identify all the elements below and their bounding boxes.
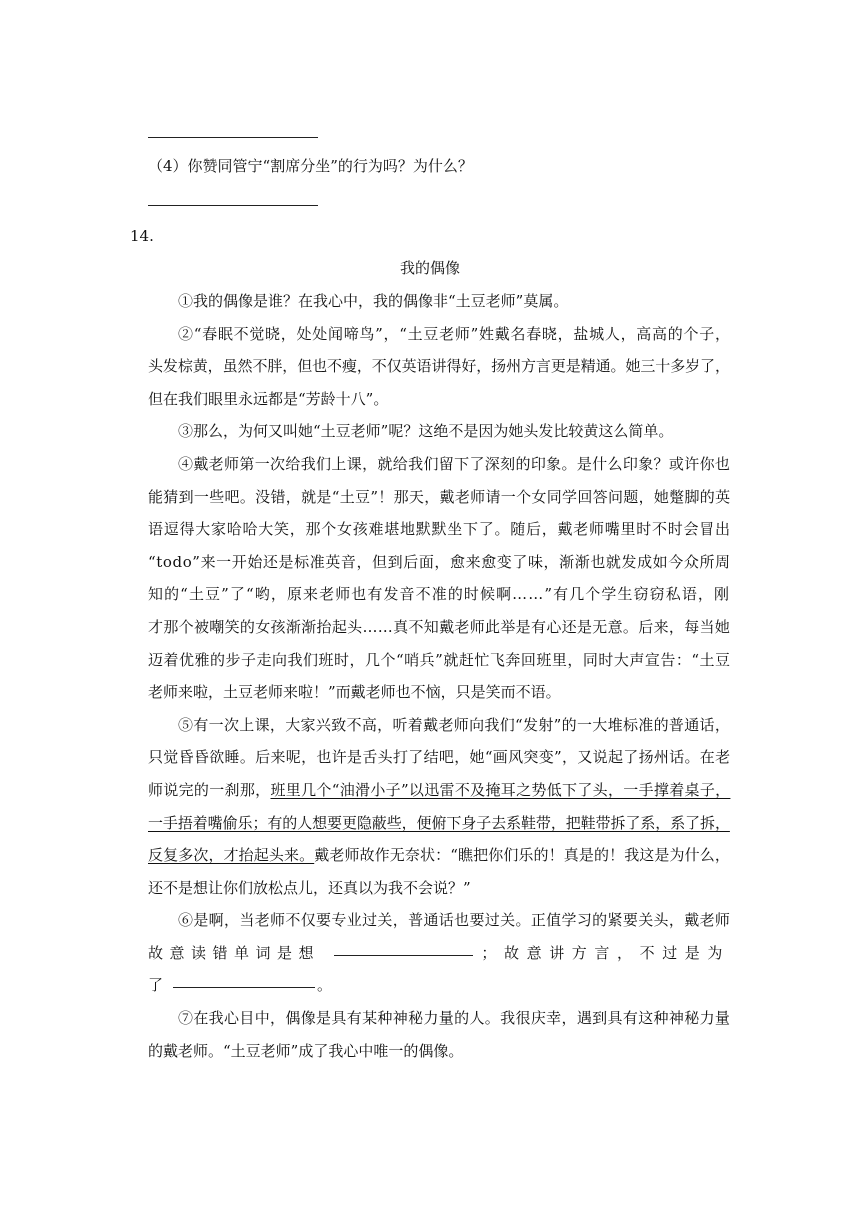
paragraph-7-line-1: ⑦在我心目中，偶像是具有某种神秘力量的人。我很庆幸，遇到具有这种神秘力量 xyxy=(178,1009,731,1028)
article-title: 我的偶像 xyxy=(399,259,460,277)
paragraph-2-line-2: 头发棕黄，虽然不胖，但也不瘦，不仅英语讲得好，扬州方言更是精通。她三十多岁了， xyxy=(148,357,730,376)
answer-line-q13-4[interactable] xyxy=(148,205,318,206)
answer-line-q13-3[interactable] xyxy=(148,137,318,138)
paragraph-4-line-7: 迈着优雅的步子走向我们班时，几个“哨兵”就赶忙飞奔回班里，同时大声宣告：“土豆 xyxy=(148,650,731,669)
paragraph-4-line-3: 语逗得大家哈哈大笑，那个女孩难堪地默默坐下了。随后，戴老师嘴里时不时会冒出 xyxy=(148,520,731,539)
answer-blank-2[interactable] xyxy=(173,969,315,988)
underlined-sentence: 一手捂着嘴偷乐；有的人想要更隐蔽些，便俯下身子去系鞋带，把鞋带拆了系，系了拆， xyxy=(148,813,730,832)
underlined-sentence: 反复多次，才抬起头来。 xyxy=(148,846,315,865)
paragraph-4-line-8: 老师来啦，土豆老师来啦！”而戴老师也不恼，只是笑而不语。 xyxy=(148,683,561,702)
paragraph-7-line-2: 的戴老师。“土豆老师”成了我心中唯一的偶像。 xyxy=(148,1041,464,1060)
paragraph-5-line-4 xyxy=(148,807,730,840)
paragraph-6-line-1: ⑥是啊，当老师不仅要专业过关，普通话也要过关。正值学习的紧要关头，戴老师 xyxy=(178,911,731,930)
paragraph-4-line-4: “todo”来一开始还是标准英音，但到后面，愈来愈变了味，渐渐也就发成如今众所周 xyxy=(148,552,731,571)
paragraph-5-line-3: 师说完的一刹那，班里几个“油滑小子”以迅雷不及掩耳之势低下了头，一手撑着桌子， xyxy=(148,780,731,799)
paragraph-6-line-3: 了 。 xyxy=(148,969,730,1002)
q13-sub4-question: （4）你赞同管宁“割席分坐”的行为吗？为什么？ xyxy=(148,157,473,175)
paragraph-2-line-1: ②“春眠不觉晓，处处闻啼鸟”，“土豆老师”姓戴名春晓，盐城人，高高的个子， xyxy=(178,324,731,343)
paragraph-1: ①我的偶像是谁？在我心中，我的偶像非“土豆老师”莫属。 xyxy=(178,292,569,310)
paragraph-5-line-5: 反复多次，才抬起头来。戴老师故作无奈状：“瞧把你们乐的！真是的！我这是为什么， xyxy=(148,846,730,865)
answer-blank-1[interactable] xyxy=(334,937,473,956)
paragraph-6-line-2: 故意读错单词是想 ；故意讲方言，不过是为 xyxy=(148,937,730,970)
paragraph-5-line-2: 只觉昏昏欲睡。后来呢，也许是舌头打了结吧，她“画风突变”，又说起了扬州话。在老 xyxy=(148,748,731,767)
article-body xyxy=(148,285,730,1067)
paragraph-4-line-5: 知的“土豆”了“哟，原来老师也有发音不准的时候啊……”有几个学生窃窃私语，刚 xyxy=(148,585,731,604)
underlined-sentence: 班里几个“油滑小子”以迅雷不及掩耳之势低下了头，一手撑着桌子， xyxy=(270,780,731,799)
paragraph-5-line-1: ⑤有一次上课，大家兴致不高，听着戴老师向我们“发射”的一大堆标准的普通话， xyxy=(178,715,731,734)
question-number-14: 14. xyxy=(130,227,154,245)
paragraph-3: ③那么，为何又叫她“土豆老师”呢？这绝不是因为她头发比较黄这么简单。 xyxy=(178,422,674,441)
paragraph-4-line-2: 能猜到一些吧。没错，就是“土豆”！那天，戴老师请一个女同学回答问题，她蹩脚的英 xyxy=(148,487,731,506)
paragraph-5-line-6: 还不是想让你们放松点儿，还真以为我不会说？” xyxy=(148,878,471,897)
paragraph-2-line-3: 但在我们眼里永远都是“芳龄十八”。 xyxy=(148,389,389,408)
paragraph-4-line-6: 才那个被嘲笑的女孩渐渐抬起头……真不知戴老师此举是有心还是无意。后来，每当她 xyxy=(148,617,731,636)
paragraph-4-line-1: ④戴老师第一次给我们上课，就给我们留下了深刻的印象。是什么印象？或许你也 xyxy=(178,454,731,473)
